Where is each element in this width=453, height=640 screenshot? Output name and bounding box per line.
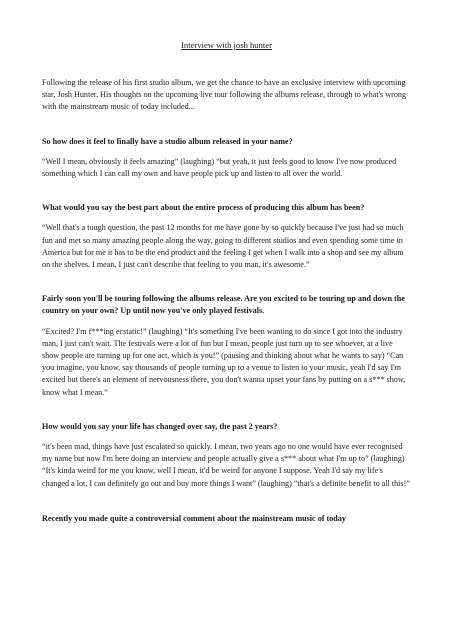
question-1: So how does it feel to finally have a studio album released in your name?	[42, 136, 293, 146]
document-title: Interview with josh hunter	[181, 40, 272, 50]
question-2: What would you say the best part about the entire process of producing this album has been?	[42, 203, 365, 213]
answer-2: “Well that's a tough question, the past 12 months for me have gone by so quickly because I've just had so much fun and met so many amazing people along the way, going to different studios and even spending some time in America but for me it has to be the end product and the feeling I get when I walk into a shop and see my album on the shelves. I mean, I just can't describe that feeling to you man, it's awesome.”	[42, 223, 404, 270]
question-3: Fairly soon you'll be touring following the albums release. Are you excited to be touring up and down the country on your own? Up until now you've only played festivals.	[42, 294, 405, 316]
intro-paragraph: Following the release of his first studio album, we get the chance to have an exclusive interview with upcoming star, Josh Hunter. His thoughts on the upcoming live tour following the albums release, through to what's wrong with the mainstream music of today included...	[42, 78, 407, 112]
answer-1: “Well I mean, obviously it feels amazing” (laughing) “but yeah, it just feels good to know I've now produced something which I can call my own and have people pick up and listen to all over the world.	[42, 156, 397, 179]
answer-4: “it's been mad, things have just escalated so quickly. I mean, two years ago no one would have ever recognised my name but now I'm here doing an interview and people actually give a s*** about what I'm up to” (laughing) “It's kinda weird for me you know, well I mean, it'd be weird for anyone I suppose. Yeah I'd say my life's changed a lot, I can definitely go out and buy more things I want” (laughing) “that's a definite benefit to all this!”	[42, 442, 410, 488]
question-5: Recently you made quite a controversial comment about the mainstream music of today	[42, 513, 346, 523]
answer-3: “Excited? I'm f***ing ecstatic!” (laughing) “It's something I've been wanting to do since I got into the industry man, I just can't wait. The festivals were a lot of fun but I mean, people just turn up to see whoever, at a live show people are turning up for one act, which is you!” (pausing and thinking about what he wants to say) “Can you imagine, you know, say thousands of people turning up to a venue to listen to your music, yeah I'd say I'm excited but there's an element of nervousness there, you don't wanna upset your fans by putting on a s*** show, know what I mean.”	[42, 326, 406, 397]
question-4: How would you say your life has changed over say, the past 2 years?	[42, 421, 278, 431]
